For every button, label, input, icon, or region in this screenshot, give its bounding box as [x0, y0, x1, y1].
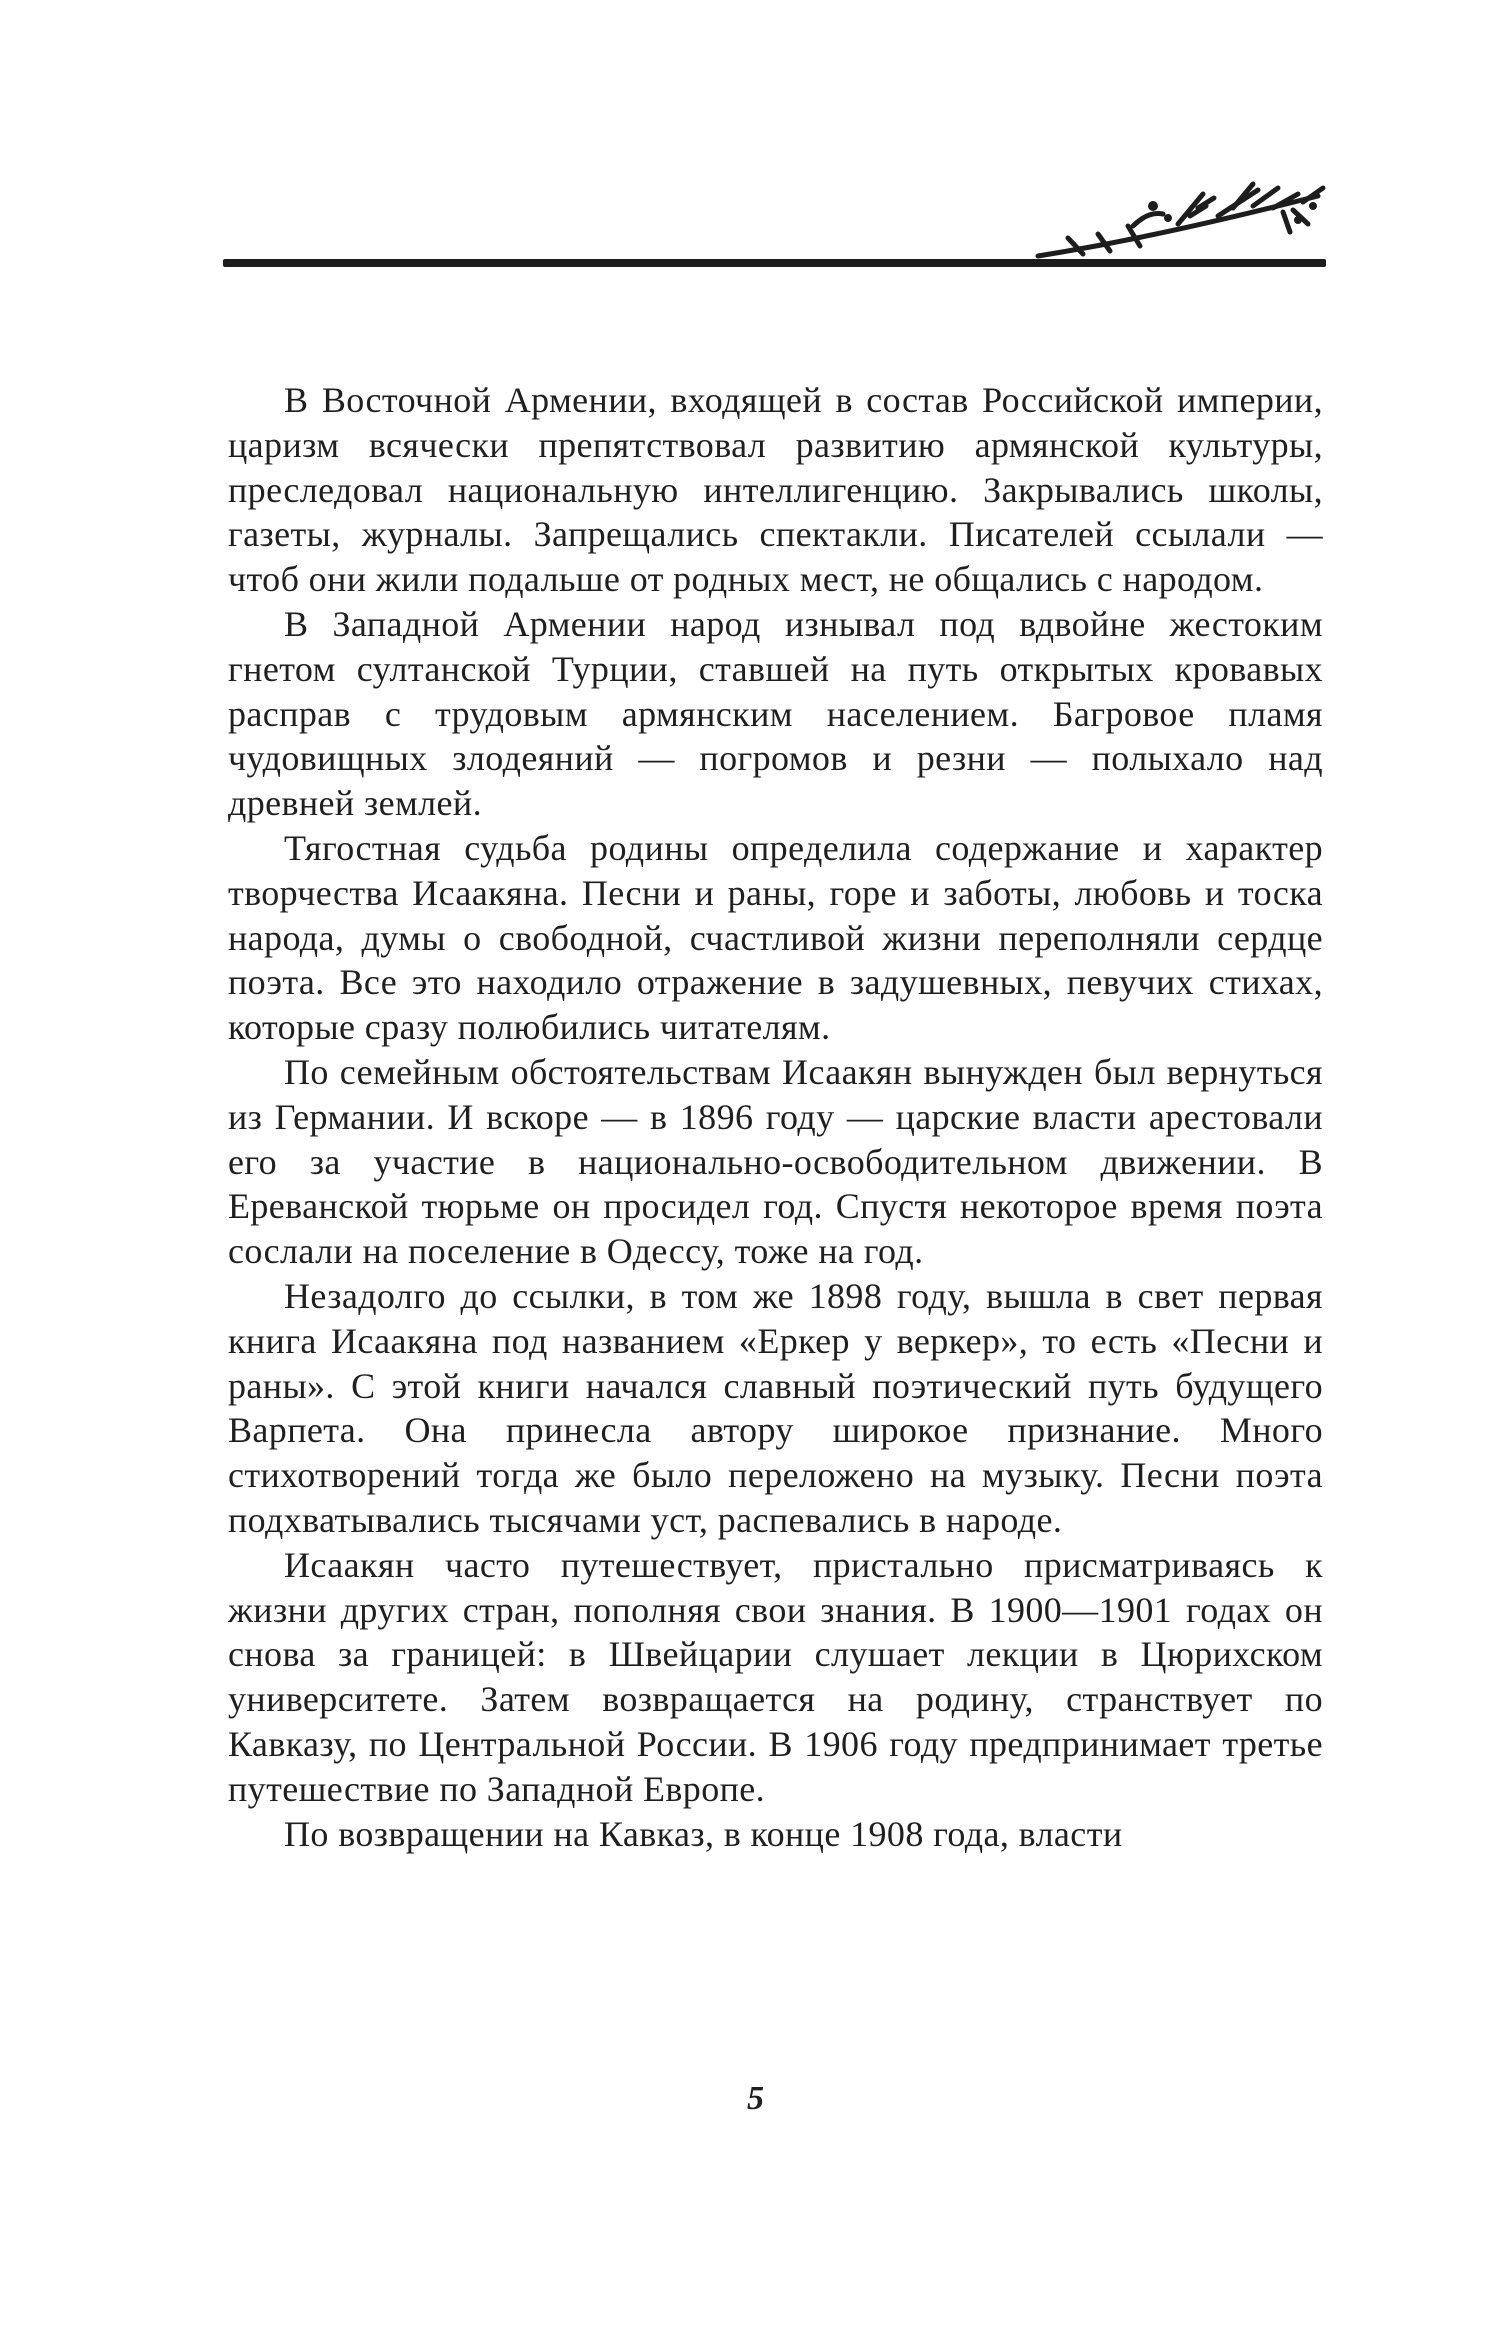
paragraph: По семейным обстоятельствам Исаакян вынужден был вернуться из Германии. И вскоре — в 1896 году — царские власти арестовали его за участие в национально-освободительном движении. В Ереванской тюрьме он просидел год. Спустя некоторое время поэта сослали на поселение в Одессу, тоже на год. — [228, 1051, 1323, 1272]
branch-ornament-icon — [1028, 176, 1328, 268]
main-text — [228, 378, 1323, 1856]
paragraph: По возвращении на Кавказ, в конце 1908 года, власти — [284, 1813, 1123, 1854]
paragraph: Незадолго до ссылки, в том же 1898 году, вышла в свет первая книга Исаакяна под названием «Еркер у веркер», то есть «Песни и раны». С этой книги начался славный поэтический путь будущего Варпета. Она принесла автору широкое признание. Много стихотворений тогда же было переложено на музыку. Песни поэта подхватывались тысячами уст, распевались в народе. — [228, 1275, 1323, 1540]
page-number: 5 — [747, 2080, 764, 2117]
paragraph: Тягостная судьба родины определила содержание и характер творчества Исаакяна. Песни и раны, горе и заботы, любовь и тоска народа, думы о свободной, счастливой жизни переполняли сердце поэта. Все это находило отражение в задушевных, певучих стихах, которые сразу полюбились читателям. — [228, 827, 1323, 1048]
paragraph: Исаакян часто путешествует, пристально присматриваясь к жизни других стран, пополняя свои знания. В 1900—1901 годах он снова за границей: в Швейцарии слушает лекции в Цюрихском университете. Затем возвращается на родину, странствует по Кавказу, по Центральной России. В 1906 году предпринимает третье путешествие по Западной Европе. — [228, 1544, 1323, 1809]
header-rule — [223, 259, 1326, 267]
paragraph: В Восточной Армении, входящей в состав Российской империи, царизм всячески препятствовал развитию армянской культуры, преследовал национальную интеллигенцию. Закрывались школы, газеты, журналы. Запрещались спектакли. Писателей ссылали — чтоб они жили подальше от родных мест, не общались с народом. — [228, 380, 1323, 600]
paragraph: В Западной Армении народ изнывал под вдвойне жестоким гнетом султанской Турции, ставшей на путь открытых кровавых расправ с трудовым армянским населением. Багровое пламя чудовищных злодеяний — погромов и резни — полыхало над древней землей. — [228, 603, 1323, 824]
